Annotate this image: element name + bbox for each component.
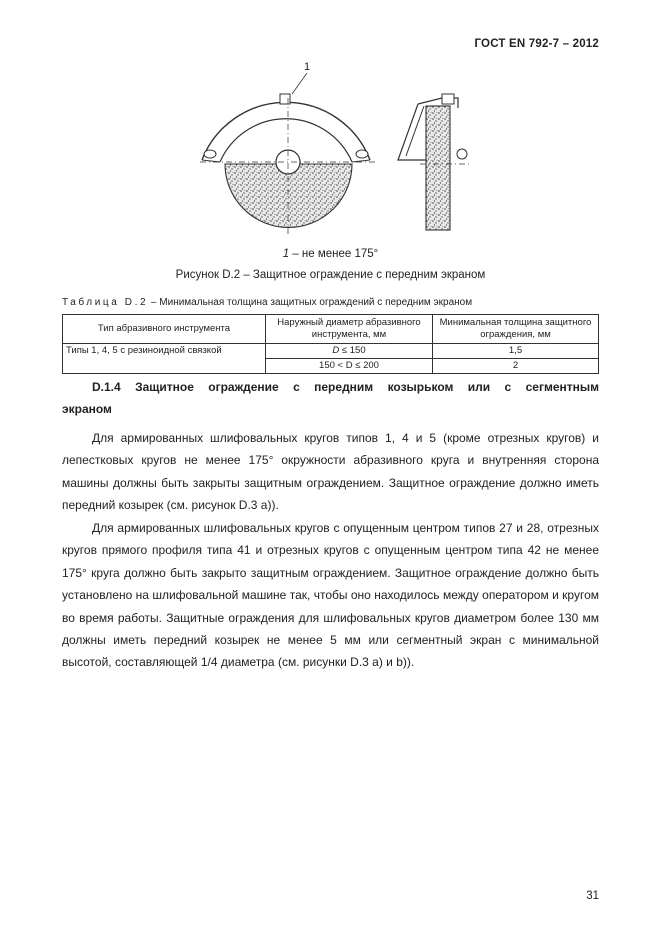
header-tool-type: Тип абразивного инструмента — [63, 315, 266, 344]
thickness-table — [62, 314, 599, 374]
table-caption — [62, 297, 472, 308]
figure-note — [0, 248, 661, 260]
body-paragraph: Для армированных шлифовальных кругов типов 1, 4 и 5 (кроме отрезных кругов) и лепестковых кругов не менее 175° окружности абразивного круга и внутренняя сторона машины должны быть закрыты защитным ограждением. Защитное ограждение должно иметь передний козырек (см. рисунок D.3 а)). — [62, 431, 599, 513]
row-thickness: 2 — [433, 359, 599, 374]
callout-label: 1 — [304, 61, 311, 73]
standard-code: ГОСТ EN 792-7 – 2012 — [474, 38, 599, 50]
row-diameter — [266, 344, 433, 359]
header-min-thickness: Минимальная толщина защитного ограждения, мм — [433, 315, 599, 344]
diameter-range: 150 < D ≤ 200 — [319, 360, 379, 371]
table-caption-label: Таблица D.2 — [62, 297, 149, 308]
section-heading — [62, 376, 599, 420]
diameter-variable: D — [332, 345, 340, 356]
body-paragraph: Для армированных шлифовальных кругов с опущенным центром типов 27 и 28, отрезных кругов прямого профиля типа 41 и отрезных кругов с опущенным центром типа 42 не менее 175° круга должно быть закрыто защитным ограждением. Защитное ограждение должно быть установлено на шлифовальной машине так, чтобы оно находилось между оператором и кругом во время работы. Защитные ограждения для шлифовальных кругов диаметром более 130 мм должны иметь передний козырек не менее 5 мм или сегментный экран с минимальной высотой, составляющей 1/4 диаметра (см. рисунки D.3 а) и b)). — [62, 521, 599, 670]
figure-note-text: – не менее 175° — [289, 248, 379, 260]
diameter-range: ≤ 150 — [339, 345, 366, 356]
section-heading-line-1: D.1.4 Защитное ограждение с передним козырьком или с сегментным — [92, 380, 599, 394]
page-number: 31 — [586, 890, 599, 902]
table-row — [63, 344, 599, 359]
front-view — [200, 73, 376, 236]
row-diameter — [266, 359, 433, 374]
header-outer-diameter: Наружный диаметр абразивного инструмента, мм — [266, 315, 433, 344]
section-heading-line-2: экраном — [62, 402, 112, 416]
figure-note-number: 1 — [282, 248, 290, 260]
row-tool-type: Типы 1, 4, 5 с резиноидной связкой — [63, 344, 266, 374]
figure-caption: Рисунок D.2 – Защитное ограждение с передним экраном — [175, 269, 486, 281]
row-thickness: 1,5 — [433, 344, 599, 359]
table-caption-text: – Минимальная толщина защитных ограждений с передним экраном — [148, 297, 473, 308]
guard-drawing — [180, 58, 480, 238]
table-header-row — [63, 315, 599, 344]
side-view — [398, 94, 470, 230]
